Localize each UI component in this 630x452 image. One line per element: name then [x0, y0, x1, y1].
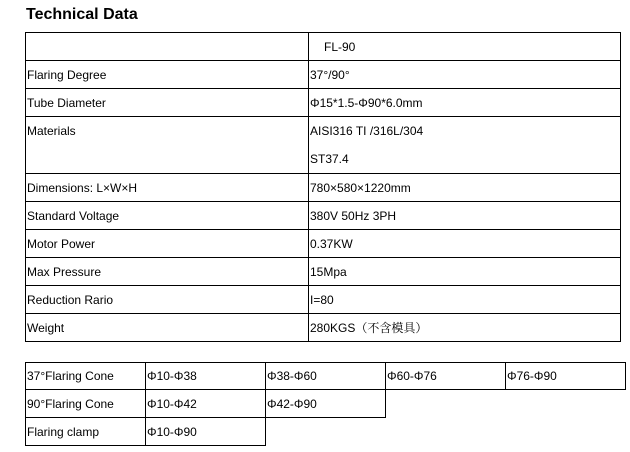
- range-value: Φ10-Φ90: [146, 418, 266, 446]
- table-row: [26, 117, 621, 174]
- model-name: FL-90: [324, 39, 356, 54]
- range-label: Flaring clamp: [25, 418, 146, 446]
- spec-value: 15Mpa: [309, 258, 621, 286]
- range-label: 90°Flaring Cone: [25, 390, 146, 418]
- spec-value: 0.37KW: [309, 230, 621, 258]
- spec-label: Flaring Degree: [26, 61, 309, 89]
- header-empty-cell: [26, 33, 309, 61]
- spec-value: Φ15*1.5-Φ90*6.0mm: [309, 89, 621, 117]
- empty-cell: [386, 390, 506, 418]
- spec-label: Standard Voltage: [26, 202, 309, 230]
- spec-label: Max Pressure: [26, 258, 309, 286]
- table-row: [26, 89, 621, 117]
- spec-label-cell: [26, 117, 309, 174]
- spec-value: 280KGS（不含模具）: [309, 314, 621, 342]
- spec-value: 380V 50Hz 3PH: [309, 202, 621, 230]
- empty-cell: [386, 418, 506, 446]
- spec-value-secondary: ST37.4: [310, 152, 349, 166]
- range-label: 37°Flaring Cone: [25, 362, 146, 390]
- table-row: [26, 314, 621, 342]
- range-value: Φ42-Φ90: [266, 390, 386, 418]
- range-value: Φ38-Φ60: [266, 362, 386, 390]
- table-row: [25, 362, 626, 390]
- range-value: Φ10-Φ38: [146, 362, 266, 390]
- flaring-range-table: [25, 362, 626, 446]
- table-row: [26, 61, 621, 89]
- spec-value-cell: [309, 117, 621, 174]
- model-header: [309, 33, 621, 61]
- spec-label: Dimensions: L×W×H: [26, 174, 309, 202]
- table-row: [26, 174, 621, 202]
- table-row: [25, 390, 626, 418]
- spec-value: 37°/90°: [309, 61, 621, 89]
- table-row: [25, 418, 626, 446]
- spec-value: AISI316 TI /316L/304: [310, 124, 424, 138]
- spec-label: Motor Power: [26, 230, 309, 258]
- table-row: [26, 33, 621, 61]
- spec-label: Materials: [27, 124, 76, 138]
- empty-cell: [506, 418, 626, 446]
- technical-data-table: [25, 32, 621, 342]
- spec-label: Tube Diameter: [26, 89, 309, 117]
- empty-cell: [266, 418, 386, 446]
- range-value: Φ60-Φ76: [386, 362, 506, 390]
- page-title: Technical Data: [26, 6, 138, 23]
- table-row: [26, 202, 621, 230]
- range-value: Φ76-Φ90: [506, 362, 626, 390]
- spec-label: Reduction Rario: [26, 286, 309, 314]
- table-row: [26, 258, 621, 286]
- spec-label: Weight: [26, 314, 309, 342]
- empty-cell: [506, 390, 626, 418]
- range-value: Φ10-Φ42: [146, 390, 266, 418]
- spec-value: I=80: [309, 286, 621, 314]
- table-row: [26, 230, 621, 258]
- table-row: [26, 286, 621, 314]
- spec-value: 780×580×1220mm: [309, 174, 621, 202]
